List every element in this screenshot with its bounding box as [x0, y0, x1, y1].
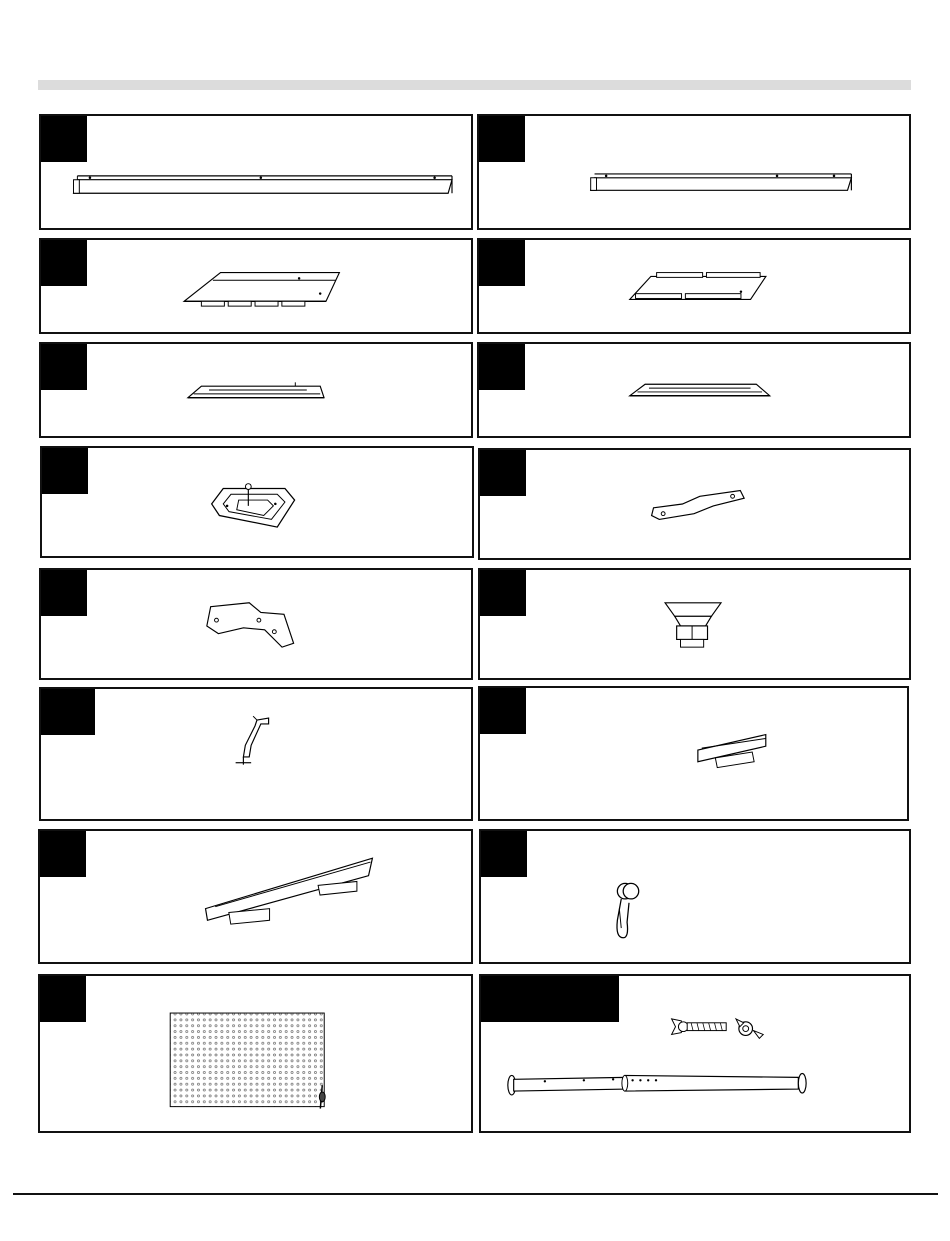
- hardware-kit-icon: [481, 976, 909, 1131]
- part-cell-5: [39, 342, 473, 438]
- post-top-icon: [480, 570, 909, 678]
- part-cell-9: [39, 568, 473, 680]
- part-cell-2: [477, 114, 911, 230]
- part-cell-3: [39, 238, 473, 334]
- short-beam-icon: [479, 116, 909, 228]
- part-cell-8: [478, 448, 911, 560]
- hook-icon: [481, 831, 909, 962]
- long-channel-icon: [40, 831, 471, 962]
- corner-cap-icon: [42, 448, 472, 556]
- long-beam-icon: [41, 116, 471, 228]
- part-cell-11: [39, 687, 473, 821]
- part-cell-14: [479, 829, 911, 964]
- slotted-panel-icon: [479, 240, 909, 332]
- part-cell-16: [479, 974, 911, 1133]
- part-cell-1: [39, 114, 473, 230]
- part-cell-15: [38, 974, 473, 1133]
- footer-rule: [13, 1193, 938, 1195]
- roof-panel-icon: [41, 240, 471, 332]
- part-cell-7: [40, 446, 474, 558]
- part-cell-10: [478, 568, 911, 680]
- clip-icon: [41, 689, 471, 819]
- part-cell-12: [478, 686, 909, 821]
- header-bar: [38, 80, 911, 90]
- mesh-curtain-icon: [40, 976, 471, 1131]
- end-rail-icon: [479, 344, 909, 436]
- connector-plate-icon: [480, 450, 909, 558]
- part-cell-6: [477, 342, 911, 438]
- part-cell-4: [477, 238, 911, 334]
- side-rail-icon: [41, 344, 471, 436]
- short-channel-icon: [480, 688, 907, 819]
- corner-bracket-icon: [41, 570, 471, 678]
- part-cell-13: [38, 829, 473, 964]
